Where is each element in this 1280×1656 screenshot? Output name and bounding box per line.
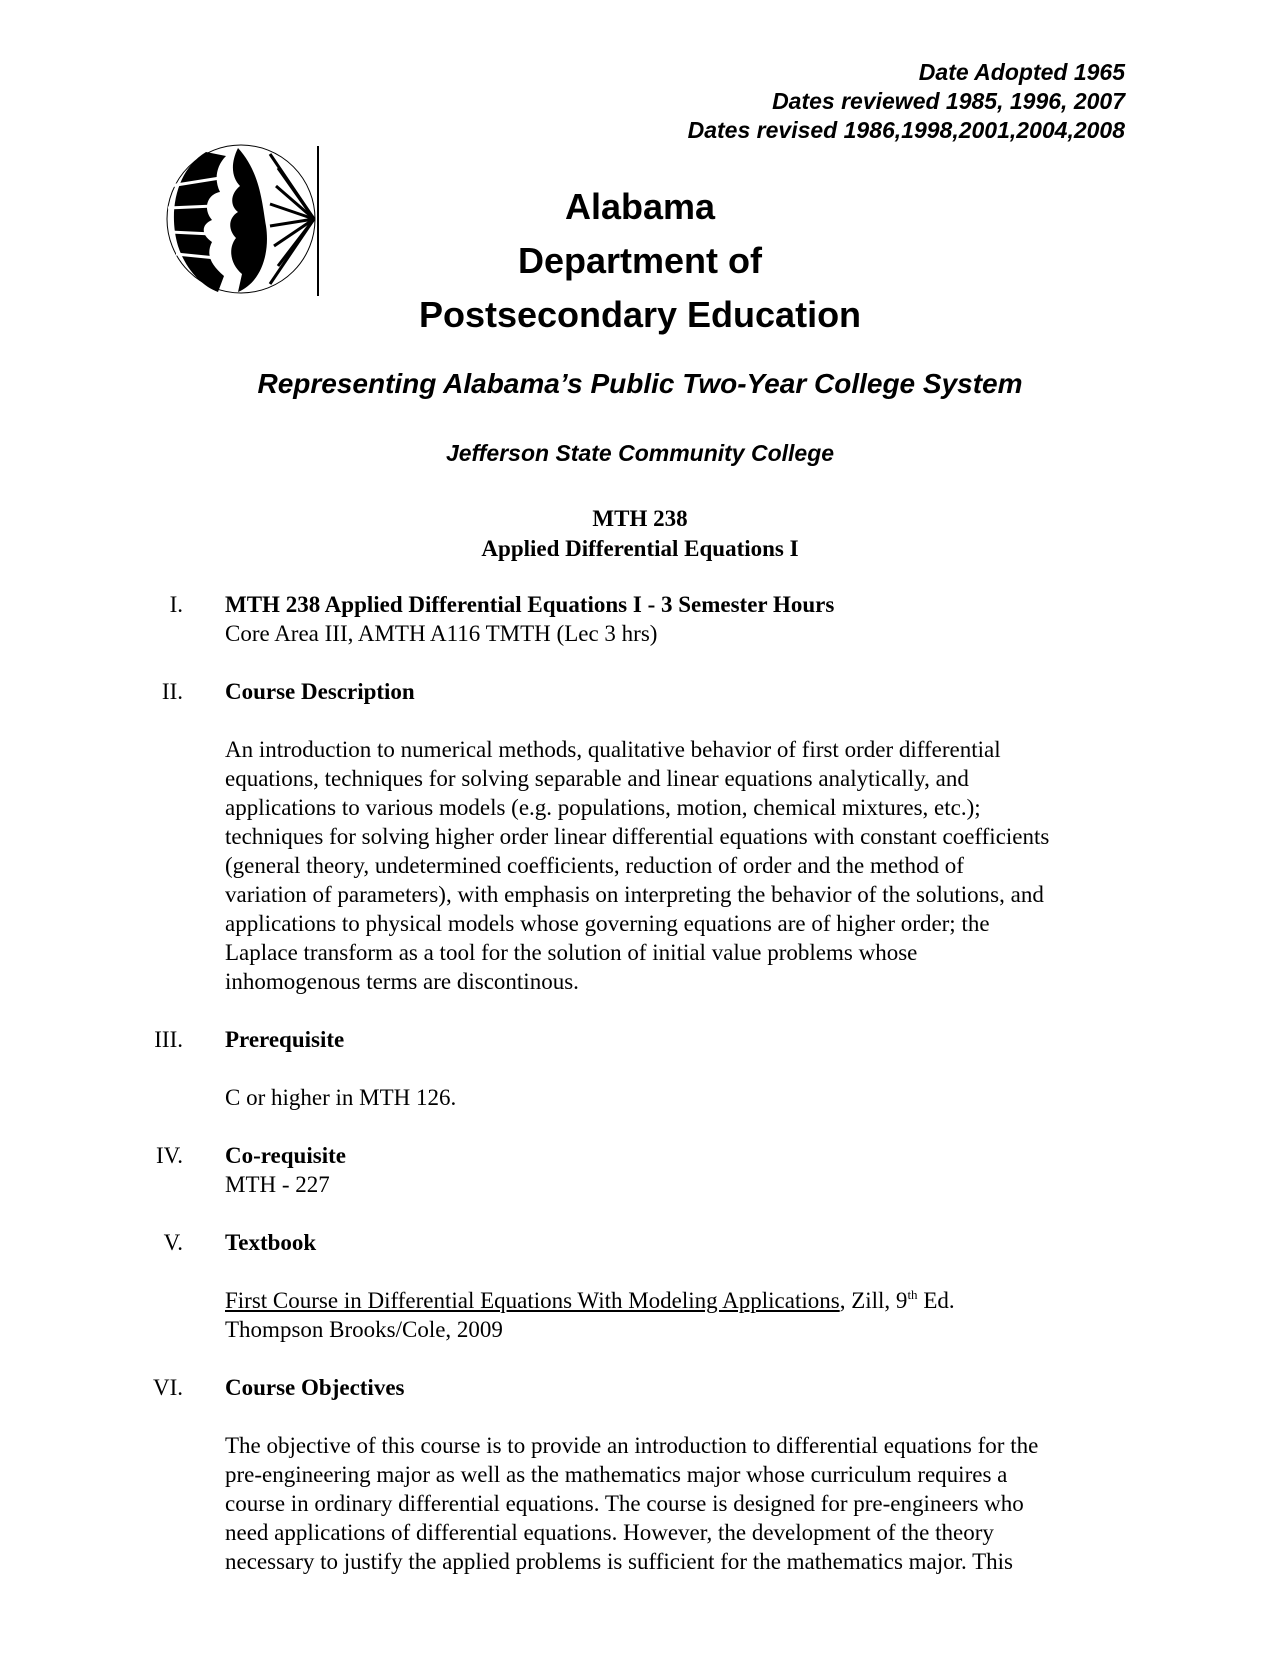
- department-logo-icon: [166, 142, 316, 296]
- section-5: [0, 1228, 1125, 1344]
- section-number: VI.: [152, 1375, 183, 1400]
- text-line: Laplace transform as a tool for the solution of initial value problems whose: [225, 940, 918, 965]
- section-number: II.: [161, 679, 183, 704]
- course-description: [225, 735, 1125, 996]
- text-line: The objective of this course is to provide an introduction to differential equations for the: [225, 1433, 1039, 1458]
- course-heading: [0, 504, 1280, 564]
- text-line: pre-engineering major as well as the mathematics major whose curriculum requires a: [225, 1462, 1008, 1487]
- textbook-title: First Course in Differential Equations With Modeling Applications: [225, 1288, 840, 1313]
- text-line: necessary to justify the applied problems is sufficient for the mathematics major. This: [225, 1549, 1013, 1574]
- text-line: inhomogenous terms are discontinous.: [225, 969, 579, 994]
- text-line: An introduction to numerical methods, qualitative behavior of first order differential: [225, 737, 1001, 762]
- section-title: Course Description: [225, 679, 415, 704]
- text-line: course in ordinary differential equations. The course is designed for pre-engineers who: [225, 1491, 1024, 1516]
- text-line: equations, techniques for solving separable and linear equations analytically, and: [225, 766, 969, 791]
- course-objectives: [225, 1431, 1125, 1576]
- section-2: [0, 677, 1125, 996]
- textbook-publisher: Thompson Brooks/Cole, 2009: [225, 1317, 503, 1342]
- date-adopted: Date Adopted 1965: [918, 59, 1125, 85]
- section-title: Course Objectives: [225, 1375, 405, 1400]
- text-line: techniques for solving higher order linear differential equations with constant coefficients: [225, 824, 1050, 849]
- text-line: need applications of differential equations. However, the development of the theory: [225, 1520, 994, 1545]
- dates-reviewed: Dates reviewed 1985, 1996, 2007: [772, 88, 1125, 114]
- section-number: III.: [154, 1027, 183, 1052]
- section-title: Co-requisite: [225, 1143, 346, 1168]
- edition-superscript: th: [907, 1287, 918, 1302]
- text-line: applications to various models (e.g. populations, motion, chemical mixtures, etc.);: [225, 795, 981, 820]
- text-line: applications to physical models whose governing equations are of higher order; the: [225, 911, 990, 936]
- dates-revised: Dates revised 1986,1998,2001,2004,2008: [687, 117, 1125, 143]
- textbook-edition: Ed.: [917, 1288, 955, 1313]
- prerequisite-text: C or higher in MTH 126.: [225, 1085, 457, 1110]
- section-4: [0, 1141, 1125, 1199]
- org-line-1: Alabama: [564, 186, 716, 227]
- section-number: V.: [163, 1230, 183, 1255]
- course-code: MTH 238: [592, 506, 688, 531]
- text-line: (general theory, undetermined coefficients, reduction of order and the method of: [225, 853, 964, 878]
- text-line: variation of parameters), with emphasis on interpreting the behavior of the solutions, and: [225, 882, 1044, 907]
- section-title: MTH 238 Applied Differential Equations I - 3 Semester Hours: [225, 592, 835, 617]
- syllabus-sections: [0, 590, 1280, 1576]
- tagline: Representing Alabama’s Public Two-Year College System: [257, 368, 1023, 399]
- section-6: [0, 1373, 1125, 1576]
- org-line-2: Department of: [517, 240, 763, 281]
- revision-dates: [688, 58, 1125, 145]
- textbook-author: , Zill, 9: [839, 1288, 908, 1313]
- section-number: I.: [169, 592, 183, 617]
- college-name: Jefferson State Community College: [445, 440, 835, 466]
- logo-divider: [317, 146, 319, 296]
- organization-name: [330, 180, 950, 342]
- section-number: IV.: [155, 1143, 183, 1168]
- textbook-citation: [225, 1286, 1125, 1315]
- corequisite-text: MTH - 227: [225, 1172, 330, 1197]
- section-3: [0, 1025, 1125, 1112]
- org-line-3: Postsecondary Education: [418, 294, 862, 335]
- section-1: [0, 590, 1125, 648]
- section-title: Textbook: [225, 1230, 317, 1255]
- section-detail: Core Area III, AMTH A116 TMTH (Lec 3 hrs): [225, 621, 658, 646]
- section-title: Prerequisite: [225, 1027, 345, 1052]
- course-name: Applied Differential Equations I: [481, 536, 799, 561]
